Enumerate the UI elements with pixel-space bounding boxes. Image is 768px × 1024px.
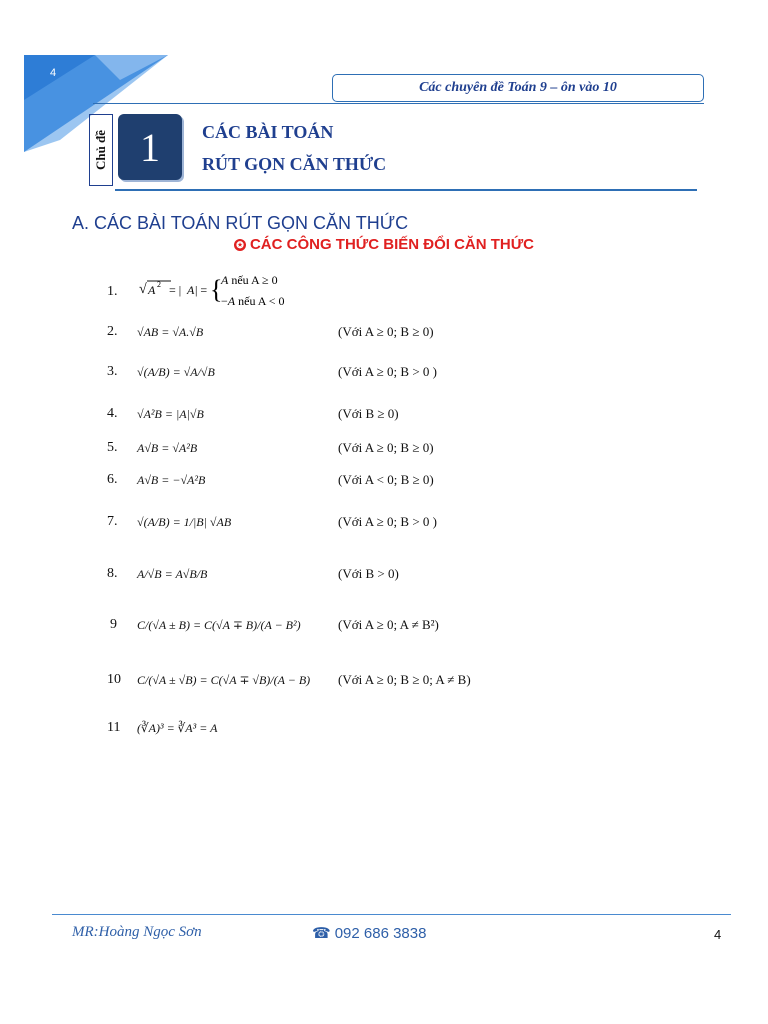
topic-number-badge: [118, 114, 182, 180]
formula-condition: (Với A ≥ 0; B > 0 ): [338, 364, 437, 379]
formula-number: 2.: [107, 324, 118, 339]
svg-text:√: √: [139, 282, 147, 297]
formula-1-graphic: [137, 268, 317, 312]
formula-number: 11: [107, 720, 121, 735]
formula-number: 7.: [107, 514, 118, 529]
formula-number: 4.: [107, 406, 118, 421]
formula-text: (∛A)³ = ∛A³ = A: [137, 721, 218, 735]
formula-condition: (Với A ≥ 0; B > 0 ): [338, 514, 437, 529]
svg-text:A: A: [187, 283, 195, 297]
subsection-heading: [0, 236, 768, 253]
svg-text:A nếu A ≥ 0: A nếu A ≥ 0: [221, 273, 278, 287]
formula-text: C/(√A ± B) = C(√A ∓ B)/(A − B²): [137, 618, 301, 632]
formula-condition: (Với A ≥ 0; B ≥ 0): [338, 440, 434, 455]
formula-number: 10: [107, 672, 121, 687]
formula-text: C/(√A ± √B) = C(√A ∓ √B)/(A − B): [137, 673, 311, 687]
formula-condition: (Với A ≥ 0; B ≥ 0): [338, 324, 434, 339]
formula-condition: (Với B ≥ 0): [338, 406, 399, 421]
corner-page-number: 4: [50, 67, 57, 79]
formula-condition: (Với B > 0): [338, 566, 399, 581]
svg-text:= |: = |: [169, 283, 182, 297]
svg-text:| =: | =: [195, 283, 208, 297]
formula-text: A√B = √A²B: [137, 441, 198, 455]
footer-phone: [312, 924, 426, 942]
formula-text: A/√B = A√B/B: [137, 567, 208, 581]
svg-text:A: A: [148, 283, 156, 297]
formula-number: 1.: [107, 284, 118, 299]
footer-author: MR:Hoàng Ngọc Sơn: [72, 924, 202, 940]
svg-text:2: 2: [157, 280, 161, 289]
footer-rule: [52, 914, 731, 915]
title-rule: [115, 189, 697, 191]
formula-number: 5.: [107, 440, 118, 455]
formula-number: 9: [110, 617, 117, 632]
book-title: Các chuyên đề Toán 9 – ôn vào 10: [419, 80, 617, 95]
formula-condition: (Với A ≥ 0; A ≠ B²): [338, 617, 439, 632]
formula-condition: (Với A ≥ 0; B ≥ 0; A ≠ B): [338, 672, 471, 687]
section-heading: A. CÁC BÀI TOÁN RÚT GỌN CĂN THỨC: [72, 213, 409, 233]
formula-text: √A²B = |A|√B: [137, 407, 204, 421]
formula-number: 8.: [107, 566, 118, 581]
header-rule: [93, 103, 704, 104]
topic-title-line2: RÚT GỌN CĂN THỨC: [202, 154, 387, 174]
topic-title-line1: CÁC BÀI TOÁN: [202, 122, 334, 142]
subsection-heading-text: CÁC CÔNG THỨC BIẾN ĐỔI CĂN THỨC: [249, 236, 535, 253]
footer-page-number: 4: [714, 927, 722, 942]
book-title-box: [332, 74, 704, 102]
star-icon: ✪: [234, 239, 246, 251]
formula-number: 3.: [107, 364, 118, 379]
phone-icon: ☎: [312, 925, 331, 942]
formula-text: √(A/B) = √A/√B: [137, 365, 215, 379]
phone-number: 092 686 3838: [334, 925, 427, 942]
formula-text: √(A/B) = 1/|B| √AB: [137, 515, 232, 529]
topic-tab: [89, 114, 113, 186]
formula-text: A√B = −√A²B: [137, 473, 206, 487]
svg-text:{: {: [210, 275, 223, 304]
topic-tab-label: Chủ đề: [93, 129, 109, 171]
svg-text:−A nếu A < 0: −A nếu A < 0: [221, 294, 285, 308]
topic-number: 1: [140, 124, 160, 170]
formula-number: 6.: [107, 472, 118, 487]
formula-condition: (Với A < 0; B ≥ 0): [338, 472, 434, 487]
formula-text: √AB = √A.√B: [137, 325, 204, 339]
